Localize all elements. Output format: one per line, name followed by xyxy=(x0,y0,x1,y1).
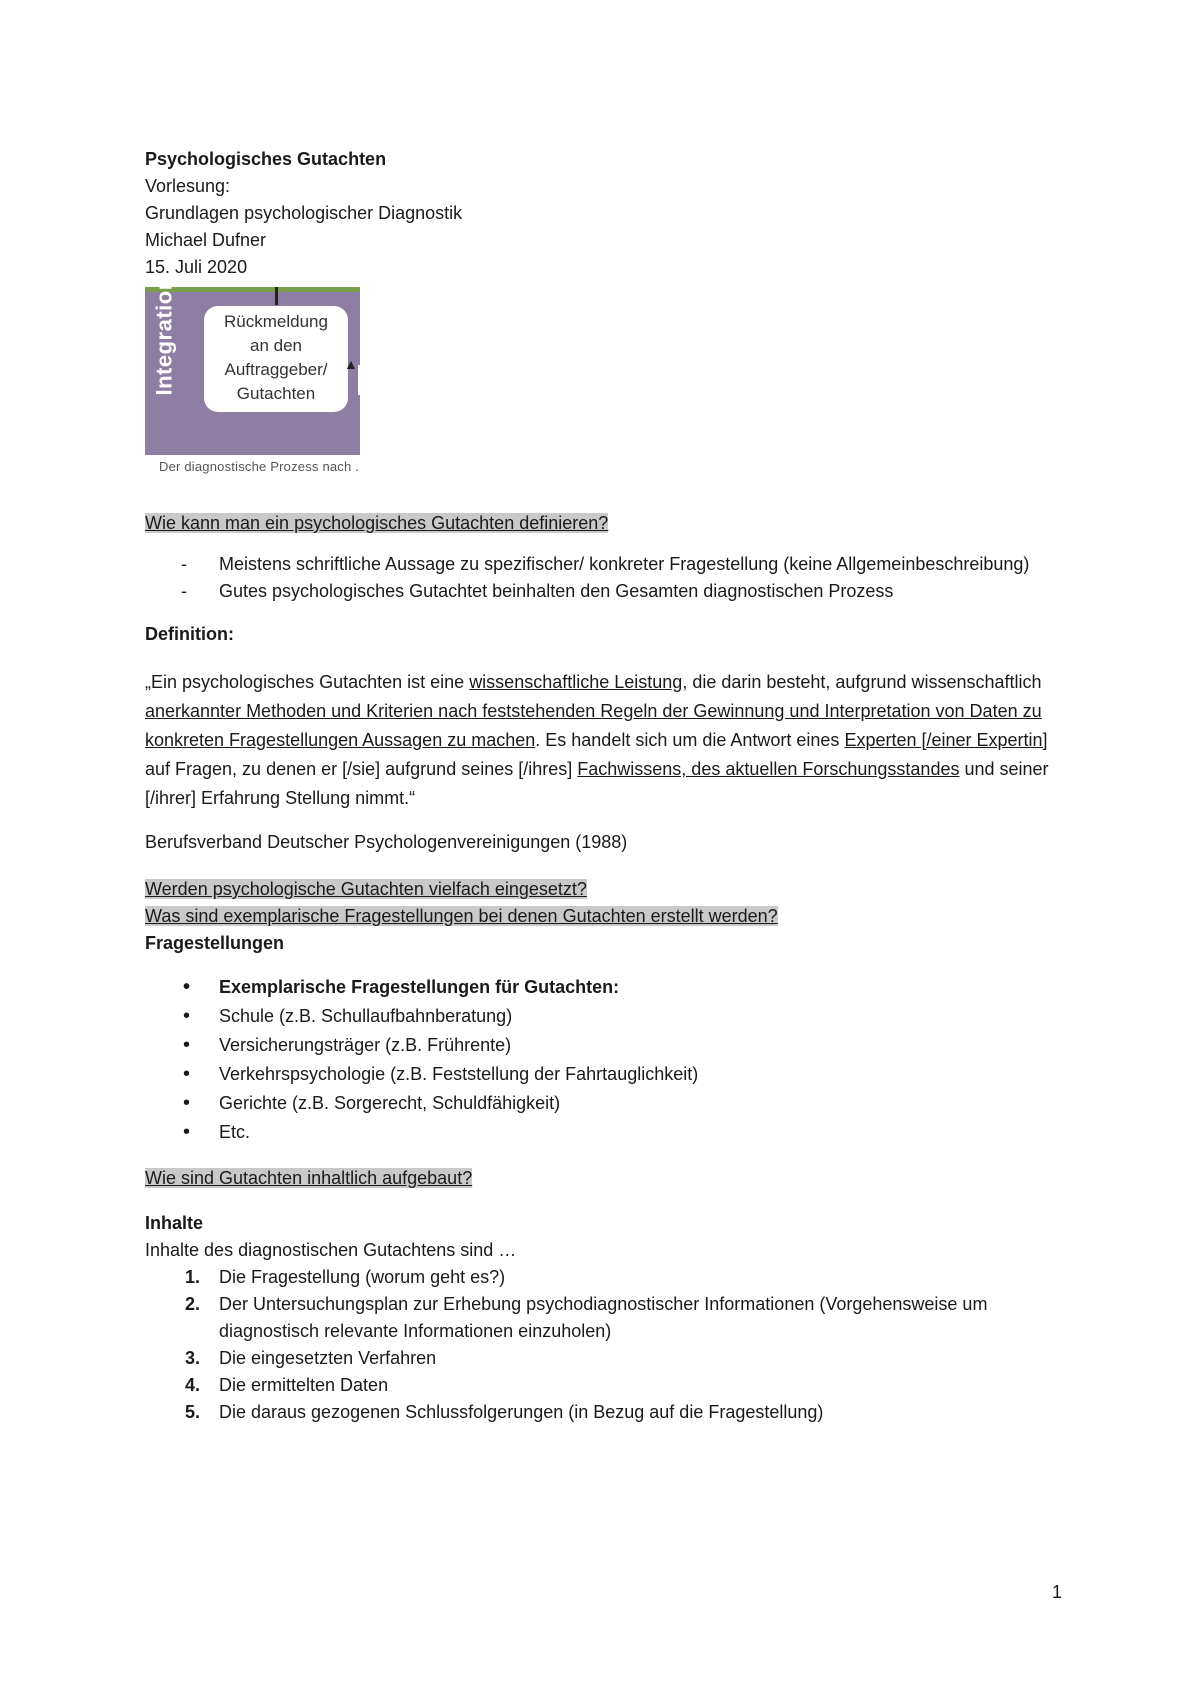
definition-quote xyxy=(145,668,1065,813)
list-item: • Gerichte (z.B. Sorgerecht, Schuldfähigkeit) xyxy=(145,1089,1065,1118)
question-text: Wie kann man ein psychologisches Gutachten definieren? xyxy=(145,513,609,533)
quote-text: auf Fragen, zu denen er [/sie] aufgrund seines [/ihres] xyxy=(145,759,578,779)
arrow-icon: ▲ xyxy=(344,356,358,372)
list-number: 4. xyxy=(185,1375,201,1395)
author-name: Michael Dufner xyxy=(145,230,267,250)
document-title: Psychologisches Gutachten xyxy=(145,149,387,169)
list-item: - Meistens schriftliche Aussage zu spezifischer/ konkreter Fragestellung (keine Allgemeinbeschreibung) xyxy=(145,551,1065,578)
quote-text: und seiner [/ihrer] Erfahrung Stellung nimmt.“ xyxy=(145,759,1049,808)
question-text: Wie sind Gutachten inhaltlich aufgebaut? xyxy=(145,1168,473,1188)
question-structure xyxy=(145,1165,1065,1192)
list-item xyxy=(145,1291,1065,1345)
inhalte-intro: Inhalte des diagnostischen Gutachtens sind … xyxy=(145,1240,517,1260)
quote-text: „Ein psychologisches Gutachten ist eine xyxy=(145,672,470,692)
page-number: 1 xyxy=(1052,1582,1063,1602)
list-item xyxy=(145,1372,1065,1399)
fragestellungen-list xyxy=(145,973,1065,1147)
list-item xyxy=(145,1264,1065,1291)
list-number: 3. xyxy=(185,1348,201,1368)
list-item-text: Der Untersuchungsplan zur Erhebung psychodiagnostischer Informationen (Vorgehensweise um diagnostisch relevante Informationen einzuholen) xyxy=(219,1294,988,1341)
course-name: Grundlagen psychologischer Diagnostik xyxy=(145,203,463,223)
list-number: 2. xyxy=(185,1294,201,1314)
figure-edge xyxy=(358,365,360,395)
quote-underlined: Experten [/einer Expertin] xyxy=(844,730,1048,750)
fragestellungen-heading: Fragestellungen xyxy=(145,933,285,953)
list-header-item: • Exemplarische Fragestellungen für Gutachten: xyxy=(145,973,1065,1002)
quote-underlined: Fachwissens, des aktuellen Forschungsstandes xyxy=(577,759,960,779)
question-definition xyxy=(145,510,1065,537)
definition-heading: Definition: xyxy=(145,624,234,644)
quote-text: , die darin besteht, aufgrund wissenschaftlich xyxy=(682,672,1042,692)
figure-box-line: Auftraggeber/ xyxy=(224,360,328,379)
figure-feedback-box xyxy=(204,306,348,412)
list-number: 1. xyxy=(185,1267,201,1287)
quote-underlined: anerkannter Methoden und Kriterien nach feststehenden Regeln der Gewinnung und Interpretation von Daten zu konkreten Fragestellungen Aussagen zu machen xyxy=(145,701,1042,750)
list-item: • Versicherungsträger (z.B. Frührente) xyxy=(145,1031,1065,1060)
question-usage xyxy=(145,876,1065,930)
list-item-text: Die eingesetzten Verfahren xyxy=(219,1348,437,1368)
list-item-text: Die daraus gezogenen Schlussfolgerungen (in Bezug auf die Fragestellung) xyxy=(219,1402,824,1422)
inhalte-list xyxy=(145,1264,1065,1426)
question-text: Was sind exemplarische Fragestellungen bei denen Gutachten erstellt werden? xyxy=(145,906,778,926)
list-number: 5. xyxy=(185,1402,201,1422)
definition-source: Berufsverband Deutscher Psychologenvereinigungen (1988) xyxy=(145,832,628,852)
diagnostic-process-figure xyxy=(145,276,360,459)
lecture-label: Vorlesung: xyxy=(145,176,231,196)
figure-box-line: an den xyxy=(250,336,302,355)
list-item: • Etc. xyxy=(145,1118,1065,1147)
inhalte-heading: Inhalte xyxy=(145,1213,204,1233)
list-item: • Verkehrspsychologie (z.B. Feststellung der Fahrtauglichkeit) xyxy=(145,1060,1065,1089)
list-item: • Schule (z.B. Schullaufbahnberatung) xyxy=(145,1002,1065,1031)
figure-box-line: Gutachten xyxy=(236,384,316,403)
list-item-text: Die ermittelten Daten xyxy=(219,1375,389,1395)
list-item-text: Die Fragestellung (worum geht es?) xyxy=(219,1267,506,1287)
document-date: 15. Juli 2020 xyxy=(145,257,248,277)
question-text: Werden psychologische Gutachten vielfach eingesetzt? xyxy=(145,879,587,899)
quote-underlined: wissenschaftliche Leistung xyxy=(469,672,683,692)
list-item xyxy=(145,1345,1065,1372)
figure-integration-label: Integration xyxy=(151,276,177,396)
definition-points-list xyxy=(145,551,1065,605)
list-item xyxy=(145,1399,1065,1426)
figure-caption: Der diagnostische Prozess nach . xyxy=(159,459,360,474)
document-page xyxy=(145,146,1065,1426)
list-item: - Gutes psychologisches Gutachtet beinhalten den Gesamten diagnostischen Prozess xyxy=(145,578,1065,605)
quote-text: . Es handelt sich um die Antwort eines xyxy=(535,730,845,750)
figure-connector-line xyxy=(275,287,278,305)
figure-box-line: Rückmeldung xyxy=(224,312,328,331)
